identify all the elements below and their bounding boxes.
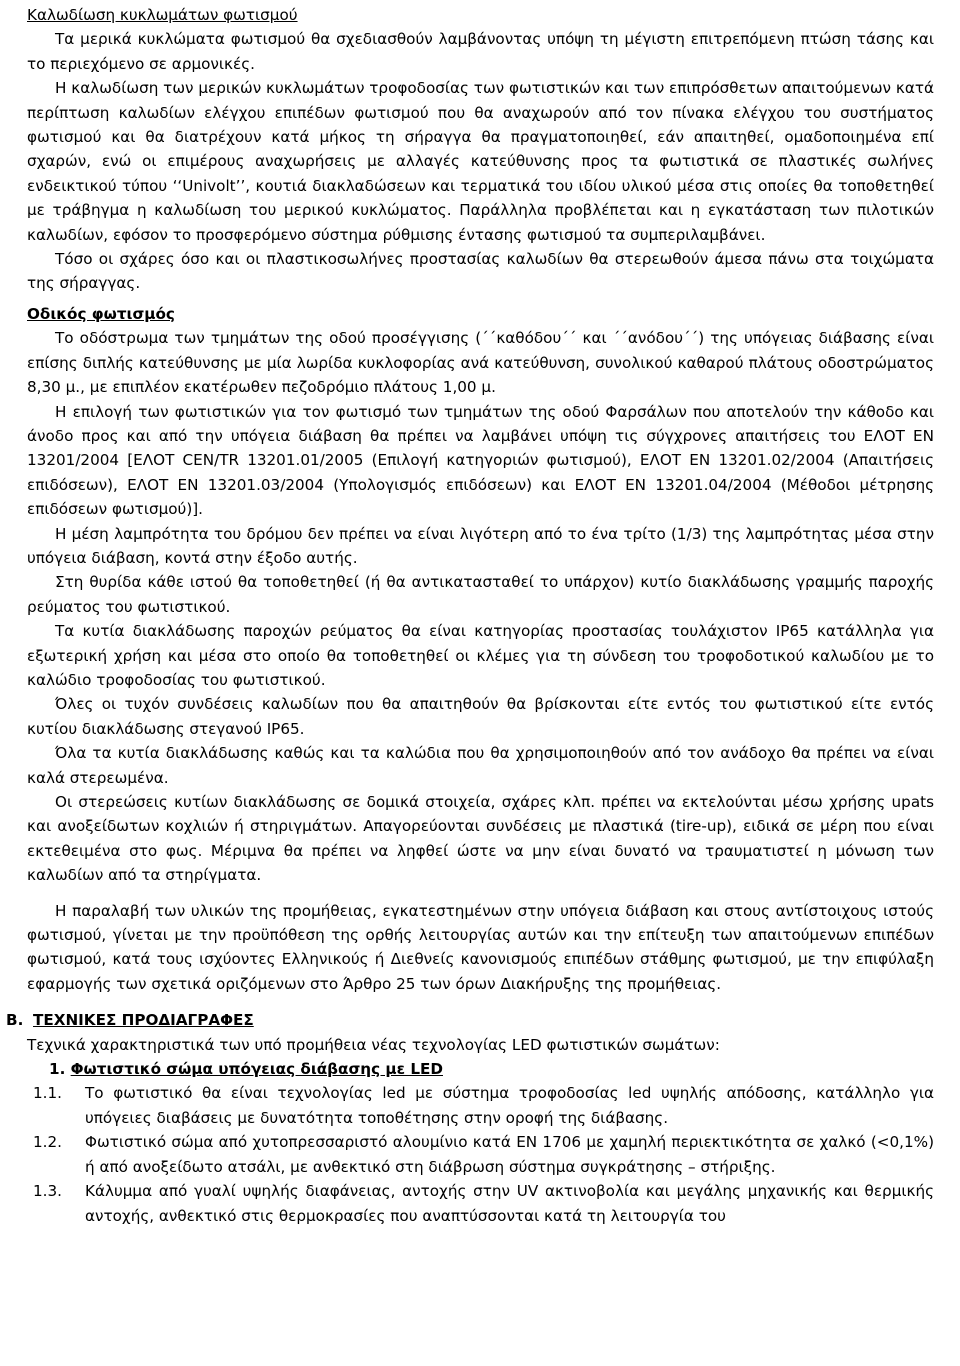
spec-item-text: Το φωτιστικό θα είναι τεχνολογίας led με σύστημα τροφοδοσίας led υψηλής απόδοσης, κατάλληλο για υπόγειες διαβάσεις με δυνατότητα τοποθέτησης στην οροφή της διάβασης. [85, 1084, 934, 1127]
spec-item [33, 1130, 934, 1179]
paragraph: Η μέση λαμπρότητα του δρόμου δεν πρέπει να είναι λιγότερη από το ένα τρίτο (1/3) της λαμπρότητας μέσα στην υπόγεια διάβαση, κοντά στην έξοδο αυτής. [27, 524, 934, 567]
section-b-title: ΤΕΧΝΙΚΕΣ ΠΡΟΔΙΑΓΡΑΦΕΣ [33, 1011, 254, 1030]
subsection-heading [49, 1057, 934, 1081]
paragraph: Οι στερεώσεις κυτίων διακλάδωσης σε δομικά στοιχεία, σχάρες κλπ. πρέπει να εκτελούνται μέσω χρήσης upats και ανοξείδωτων κοχλιών ή στηριγμάτων. Απαγορεύονται συνδέσεις με πλαστικά (tire-up), ειδικά σε μέρη που είναι εκτεθειμένα στο φως. Μέριμνα θα πρέπει να ληφθεί ώστε να μην είναι δυνατό να τραυματιστεί η μόνωση των καλωδίων από τα στηρίγματα. [27, 793, 934, 885]
paragraph: Η επιλογή των φωτιστικών για τον φωτισμό των τμημάτων της οδού Φαρσάλων που αποτελούν την κάθοδο και άνοδο προς και από την υπόγεια διάβαση θα πρέπει να λαμβάνει υπόψη τις σύγχρονες απαιτήσεις του ΕΛΟΤ ΕΝ 13201/2004 [ΕΛΟΤ CEN/TR 13201.01/2005 (Επιλογή κατηγοριών φωτισμού), ΕΛΟΤ ΕΝ 13201.02/2004 (Απαιτήσεις επιδόσεων), ΕΛΟΤ ΕΝ 13201.03/2004 (Υπολογισμός επιδόσεων) και ΕΛΟΤ ΕΝ 13201.04/2004 (Μέθοδοι μέτρησης επιδόσεων φωτισμού)]. [27, 402, 934, 519]
section-title-road-lighting: Οδικός φωτισμός [27, 304, 175, 323]
paragraph: Τόσο οι σχάρες όσο και οι πλαστικοσωλήνες προστασίας καλωδίων θα στερεωθούν άμεσα πάνω στα τοιχώματα της σήραγγας. [27, 250, 934, 293]
subsection-number: 1. [49, 1060, 66, 1079]
paragraph: Όλα τα κυτία διακλάδωσης καθώς και τα καλώδια που θα χρησιμοποιηθούν από τον ανάδοχο θα πρέπει να είναι καλά στερεωμένα. [27, 744, 934, 787]
paragraph: Η καλωδίωση των μερικών κυκλωμάτων τροφοδοσίας των φωτιστικών και των επιπρόσθετων απαιτούμενων κατά περίπτωση καλωδίων ελέγχου επιπέδων φωτισμού που θα αναχωρούν από τον πίνακα ελέγχου του συστήματος φωτισμού και θα διατρέχουν κατά μήκος τη σήραγγα θα πραγματοποιηθεί, εάν απαιτηθεί, ομαδοποιημένα επί σχαρών, ενώ οι επιμέρους αναχωρήσεις με αλλαγές κατεύθυνσης προς τα φωτιστικά σε πλαστικές σωλήνες ενδεικτικού τύπου ‘‘Univolt’’, κουτιά διακλαδώσεων και τερματικά του ιδίου υλικού μέσα στις οποίες θα τοποθετηθεί με τράβηγμα η καλωδίωση του μερικού κυκλώματος. Παράλληλα προβλέπεται και η εγκατάσταση των πιλοτικών καλωδίων, εφόσον το προσφερόμενο σύστημα ρύθμισης έντασης φωτισμού τα συμπεριλαμβάνει. [27, 79, 934, 244]
spec-item-text: Κάλυμμα από γυαλί υψηλής διαφάνειας, αντοχής στην UV ακτινοβολία και μεγάλης μηχανικής και θερμικής αντοχής, ανθεκτικό στις θερμοκρασίες που αναπτύσσονται κατά τη λειτουργία του [85, 1182, 934, 1225]
paragraph: Τα κυτία διακλάδωσης παροχών ρεύματος θα είναι κατηγορίας προστασίας τουλάχιστον IP65 κατάλληλα για εξωτερική χρήση και μέσα στο οποίο θα τοποθετηθεί οι κλέμες για τη σύνδεση του τροφοδοτικού καλωδίου με το καλώδιο τροφοδοσίας του φωτιστικού. [27, 622, 934, 689]
spec-item [33, 1081, 934, 1130]
section-b-intro: Τεχνικά χαρακτηριστικά των υπό προμήθεια νέας τεχνολογίας LED φωτιστικών σωμάτων: [27, 1035, 720, 1054]
section-b-number: Β. [6, 1011, 24, 1030]
spec-item-number: 1.2. [33, 1133, 62, 1152]
spec-item [33, 1179, 934, 1228]
subsection-title: Φωτιστικό σώμα υπόγειας διάβασης με LED [70, 1060, 443, 1079]
spec-item-text: Φωτιστικό σώμα από χυτοπρεσσαριστό αλουμίνιο κατά ΕΝ 1706 με χαμηλή περιεκτικότητα σε χαλκό (<0,1%) ή από ανοξείδωτο ατσάλι, με ανθεκτικό στη διάβρωση σύστημα συγκράτησης – στήριξης. [85, 1133, 934, 1176]
spec-item-number: 1.1. [33, 1084, 62, 1103]
paragraph: Όλες οι τυχόν συνδέσεις καλωδίων που θα απαιτηθούν θα βρίσκονται είτε εντός του φωτιστικού είτε εντός κυτίου διακλάδωσης στεγανού IP65. [27, 695, 934, 738]
paragraph: Τα μερικά κυκλώματα φωτισμού θα σχεδιασθούν λαμβάνοντας υπόψη τη μέγιστη επιτρεπόμενη πτώση τάσης και το περιεχόμενο σε αρμονικές. [27, 30, 934, 73]
paragraph: Η παραλαβή των υλικών της προμήθειας, εγκατεστημένων στην υπόγεια διάβαση και στους αντίστοιχους ιστούς φωτισμού, γίνεται με την προϋπόθεση της ορθής λειτουργίας αυτών και την επίτευξη των απαιτούμενων επιπέδων φωτισμού, κατά τους ισχύοντες Ελληνικούς ή Διεθνείς κανονισμούς επιπέδων στάθμης φωτισμού, με την επιφύλαξη εφαρμογής των σχετικά οριζόμενων στο Άρθρο 25 των όρων Διακήρυξης της προμήθειας. [27, 901, 934, 993]
section-b-heading [6, 1008, 934, 1032]
paragraph: Στη θυρίδα κάθε ιστού θα τοποθετηθεί (ή θα αντικατασταθεί το υπάρχον) κυτίο διακλάδωσης γραμμής παροχής ρεύματος του φωτιστικού. [27, 573, 934, 616]
spec-item-number: 1.3. [33, 1182, 62, 1201]
paragraph: Το οδόστρωμα των τμημάτων της οδού προσέγγισης (΄΄καθόδου΄΄ και ΄΄ανόδου΄΄) της υπόγειας διάβασης είναι επίσης διπλής κατεύθυνσης με μία λωρίδα κυκλοφορίας ανά κατεύθυνση, συνολικού καθαρού πλάτους οδοστρώματος 8,30 μ., με επιπλέον εκατέρωθεν πεζοδρόμιο πλάτους 1,00 μ. [27, 329, 934, 397]
section-title-lighting-circuits: Καλωδίωση κυκλωμάτων φωτισμού [27, 6, 298, 24]
